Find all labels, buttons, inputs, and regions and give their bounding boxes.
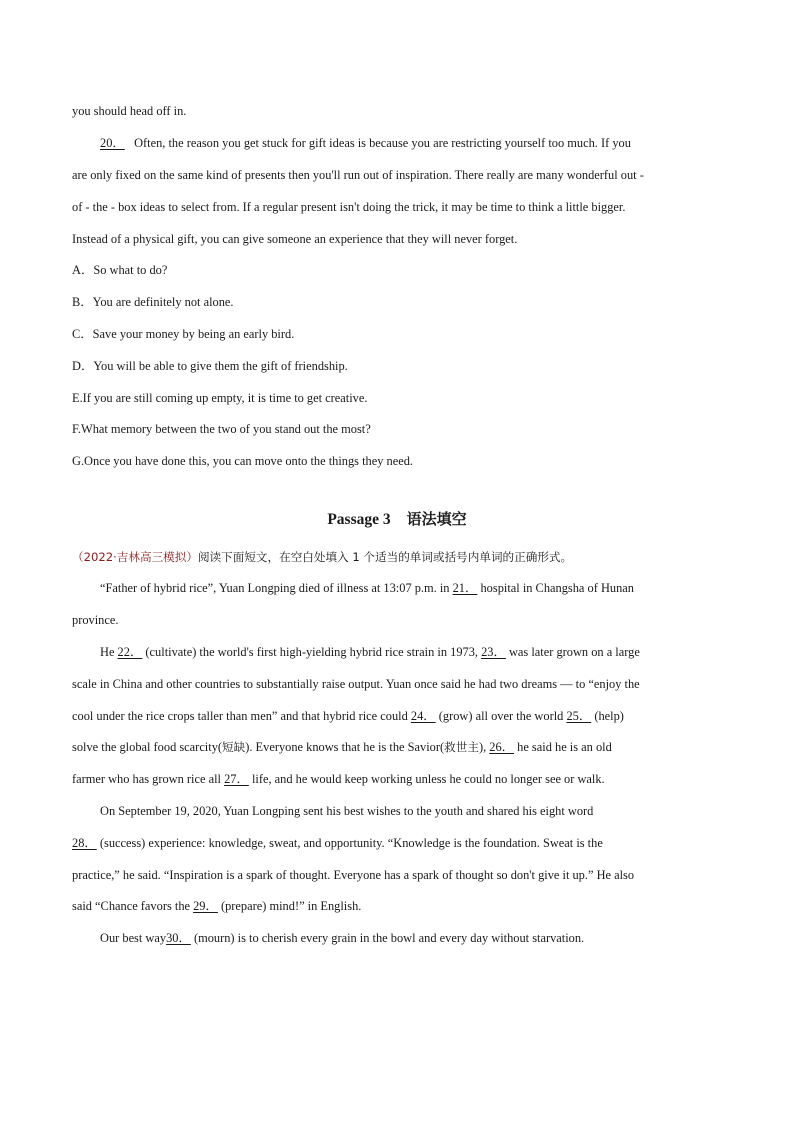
title-cn: 语法填空 xyxy=(406,510,467,528)
option-c: C．Save your money by being an early bird. xyxy=(72,327,295,341)
blank-23[interactable]: 23． xyxy=(481,645,506,659)
option-e: E.If you are still coming up empty, it is time to get creative. xyxy=(72,391,368,405)
source-label: （2022·吉林高三模拟） xyxy=(72,550,198,564)
blank-26[interactable]: 26． xyxy=(489,740,515,754)
question-20-line-4: Instead of a physical gift, you can give someone an experience that they will never forget. xyxy=(72,232,518,246)
p1-line-2: province. xyxy=(72,613,119,627)
blank-28[interactable]: 28． xyxy=(72,836,97,850)
option-b: B．You are definitely not alone. xyxy=(72,295,234,309)
option-d: D．You will be able to give them the gift of friendship. xyxy=(72,359,348,373)
passage-tail-line: you should head off in. xyxy=(72,104,187,118)
p3-line-4: said “Chance favors the 29． (prepare) mind!” in English. xyxy=(72,899,362,913)
p3-line-3: practice,” he said. “Inspiration is a spark of thought. Everyone has a spark of thought so don't give it up.” He also xyxy=(72,868,635,882)
blank-24[interactable]: 24． xyxy=(410,709,436,723)
p3-line-2: 28． (success) experience: knowledge, sweat, and opportunity. “Knowledge is the foundation. Sweat is the xyxy=(72,836,603,850)
p2-line-5: farmer who has grown rice all 27． life, and he would keep working unless he could no longer see or walk. xyxy=(72,772,605,786)
blank-21[interactable]: 21． xyxy=(452,581,478,595)
blank-25[interactable]: 25． xyxy=(566,709,592,723)
p1-line-1: “Father of hybrid rice”, Yuan Longping died of illness at 13:07 p.m. in 21． hospital in Changsha of Hunan xyxy=(100,581,634,595)
p2-line-3: cool under the rice crops taller than men” and that hybrid rice could 24． (grow) all over the world 25． (help) xyxy=(72,709,624,723)
p2-line-4: solve the global food scarcity(短缺). Everyone knows that he is the Savior(救世主), 26． he said he is an old xyxy=(72,740,612,754)
option-g: G.Once you have done this, you can move onto the things they need. xyxy=(72,454,414,468)
instruction-line xyxy=(72,549,722,565)
p4-line-1: Our best way30． (mourn) is to cherish every grain in the bowl and every day without starvation. xyxy=(100,931,585,945)
section-title xyxy=(0,508,794,531)
blank-22[interactable]: 22． xyxy=(117,645,143,659)
blank-30[interactable]: 30． xyxy=(166,931,191,945)
question-20-line-1: 20． Often, the reason you get stuck for gift ideas is because you are restricting yourself too much. If you xyxy=(100,136,631,150)
title-en: Passage 3 xyxy=(327,511,391,528)
question-20-line-3: of - the - box ideas to select from. If a regular present isn't doing the trick, it may be time to think a little bigger. xyxy=(72,200,626,214)
p2-line-1: He 22． (cultivate) the world's first high-yielding hybrid rice strain in 1973, 23． was later grown on a large xyxy=(100,645,640,659)
instruction-text: 阅读下面短文，在空白处填入 1 个适当的单词或括号内单词的正确形式。 xyxy=(197,550,573,564)
p3-line-1: On September 19, 2020, Yuan Longping sent his best wishes to the youth and shared his eight word xyxy=(100,804,594,818)
question-20-line-2: are only fixed on the same kind of presents then you'll run out of inspiration. There really are many wonderful out - xyxy=(72,168,644,182)
blank-27[interactable]: 27． xyxy=(224,772,249,786)
option-f: F.What memory between the two of you stand out the most? xyxy=(72,422,371,436)
p2-line-2: scale in China and other countries to substantially raise output. Yuan once said he had two dreams — to “enjoy the xyxy=(72,677,640,691)
blank-20[interactable]: 20． xyxy=(100,136,125,150)
blank-29[interactable]: 29． xyxy=(193,899,218,913)
option-a: A．So what to do? xyxy=(72,263,168,277)
